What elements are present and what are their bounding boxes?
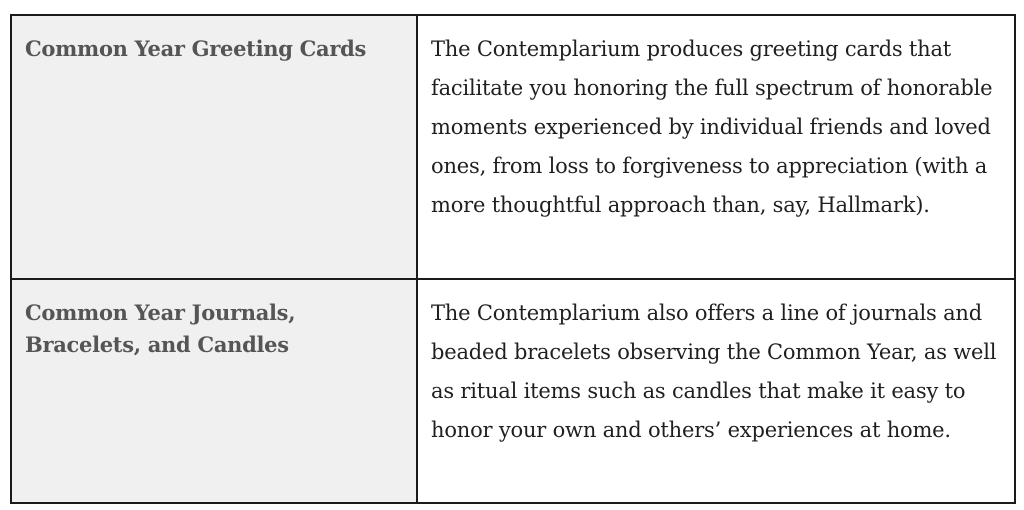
row-label: Common Year Greeting Cards	[25, 36, 367, 61]
table-row-journals-bracelets-candles	[11, 279, 1015, 503]
row-label-cell	[11, 279, 417, 503]
row-label: Common Year Journals, Bracelets, and Candles	[25, 300, 296, 357]
row-description-cell	[417, 279, 1015, 503]
products-table	[10, 14, 1016, 504]
row-description: The Contemplarium also offers a line of journals and beaded bracelets observing the Common Year, as well as ritual items such as candles that make it easy to honor your own and others’ experiences at home.	[431, 301, 997, 442]
table-row-greeting-cards	[11, 15, 1015, 279]
row-label-cell	[11, 15, 417, 279]
row-description-cell	[417, 15, 1015, 279]
row-description: The Contemplarium produces greeting cards that facilitate you honoring the full spectrum of honorable moments experienced by individual friends and loved ones, from loss to forgiveness to appreciation (with a more thoughtful approach than, say, Hallmark).	[431, 37, 993, 217]
